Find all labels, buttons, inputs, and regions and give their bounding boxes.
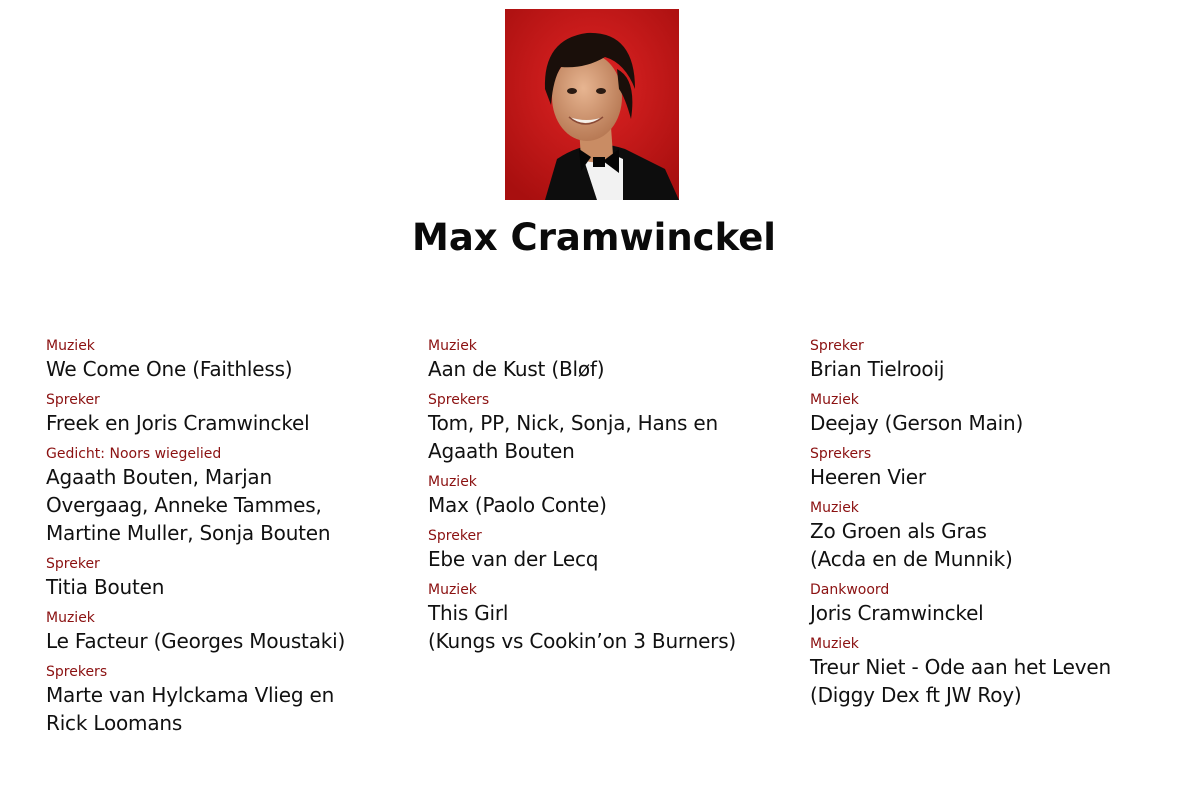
portrait-image: [505, 9, 679, 200]
item-title-line: Rick Loomans: [46, 711, 183, 735]
item-title-line: We Come One (Faithless): [46, 357, 293, 381]
item-title-line: Overgaag, Anneke Tammes,: [46, 493, 322, 517]
item-category: Spreker: [810, 338, 864, 354]
program-column-3: [810, 337, 1170, 717]
item-category: Muziek: [46, 338, 95, 354]
item-title-line: Titia Bouten: [46, 575, 165, 599]
item-title-line: Zo Groen als Gras: [810, 519, 987, 543]
program-item: [46, 609, 406, 655]
item-category: Spreker: [46, 556, 100, 572]
program-item: [810, 635, 1170, 709]
item-title-line: Treur Niet - Ode aan het Leven: [810, 655, 1111, 679]
program-column-2: [428, 337, 788, 663]
item-category: Muziek: [428, 582, 477, 598]
item-title-line: Max (Paolo Conte): [428, 493, 607, 517]
item-title-line: Deejay (Gerson Main): [810, 411, 1024, 435]
item-category: Muziek: [810, 392, 859, 408]
program-item: [810, 445, 1170, 491]
program-item: [810, 391, 1170, 437]
item-title-line: Joris Cramwinckel: [810, 601, 984, 625]
item-title-line: (Diggy Dex ft JW Roy): [810, 683, 1022, 707]
program-item: [46, 663, 406, 737]
item-category: Muziek: [428, 474, 477, 490]
item-category: Gedicht: Noors wiegelied: [46, 446, 222, 462]
program-item: [810, 337, 1170, 383]
item-category: Muziek: [428, 338, 477, 354]
item-title-line: Le Facteur (Georges Moustaki): [46, 629, 346, 653]
item-title-line: Martine Muller, Sonja Bouten: [46, 521, 331, 545]
item-title-line: Aan de Kust (Bløf): [428, 357, 605, 381]
program-item: [46, 555, 406, 601]
item-category: Spreker: [428, 528, 482, 544]
item-title-line: This Girl: [428, 601, 509, 625]
program-item: [810, 581, 1170, 627]
item-category: Spreker: [46, 392, 100, 408]
program-item: [428, 527, 788, 573]
item-category: Muziek: [810, 636, 859, 652]
program-column-1: [46, 337, 406, 745]
item-category: Sprekers: [428, 392, 490, 408]
item-category: Sprekers: [810, 446, 872, 462]
program-item: [46, 391, 406, 437]
program-item: [428, 391, 788, 465]
item-title-line: (Kungs vs Cookin’on 3 Burners): [428, 629, 737, 653]
program-item: [428, 337, 788, 383]
program-item: [810, 499, 1170, 573]
portrait-photo: [505, 9, 679, 200]
item-title-line: Agaath Bouten, Marjan: [46, 465, 272, 489]
item-category: Dankwoord: [810, 582, 890, 598]
item-title-line: Freek en Joris Cramwinckel: [46, 411, 310, 435]
program-item: [428, 581, 788, 655]
item-title-line: Ebe van der Lecq: [428, 547, 599, 571]
item-title-line: (Acda en de Munnik): [810, 547, 1013, 571]
item-category: Muziek: [810, 500, 859, 516]
item-category: Muziek: [46, 610, 95, 626]
person-name: Max Cramwinckel: [412, 216, 776, 259]
program-item: [428, 473, 788, 519]
program-item: [46, 445, 406, 547]
program-item: [46, 337, 406, 383]
item-category: Sprekers: [46, 664, 108, 680]
item-title-line: Brian Tielrooij: [810, 357, 945, 381]
item-title-line: Marte van Hylckama Vlieg en: [46, 683, 335, 707]
item-title-line: Agaath Bouten: [428, 439, 575, 463]
item-title-line: Tom, PP, Nick, Sonja, Hans en: [428, 411, 718, 435]
item-title-line: Heeren Vier: [810, 465, 926, 489]
